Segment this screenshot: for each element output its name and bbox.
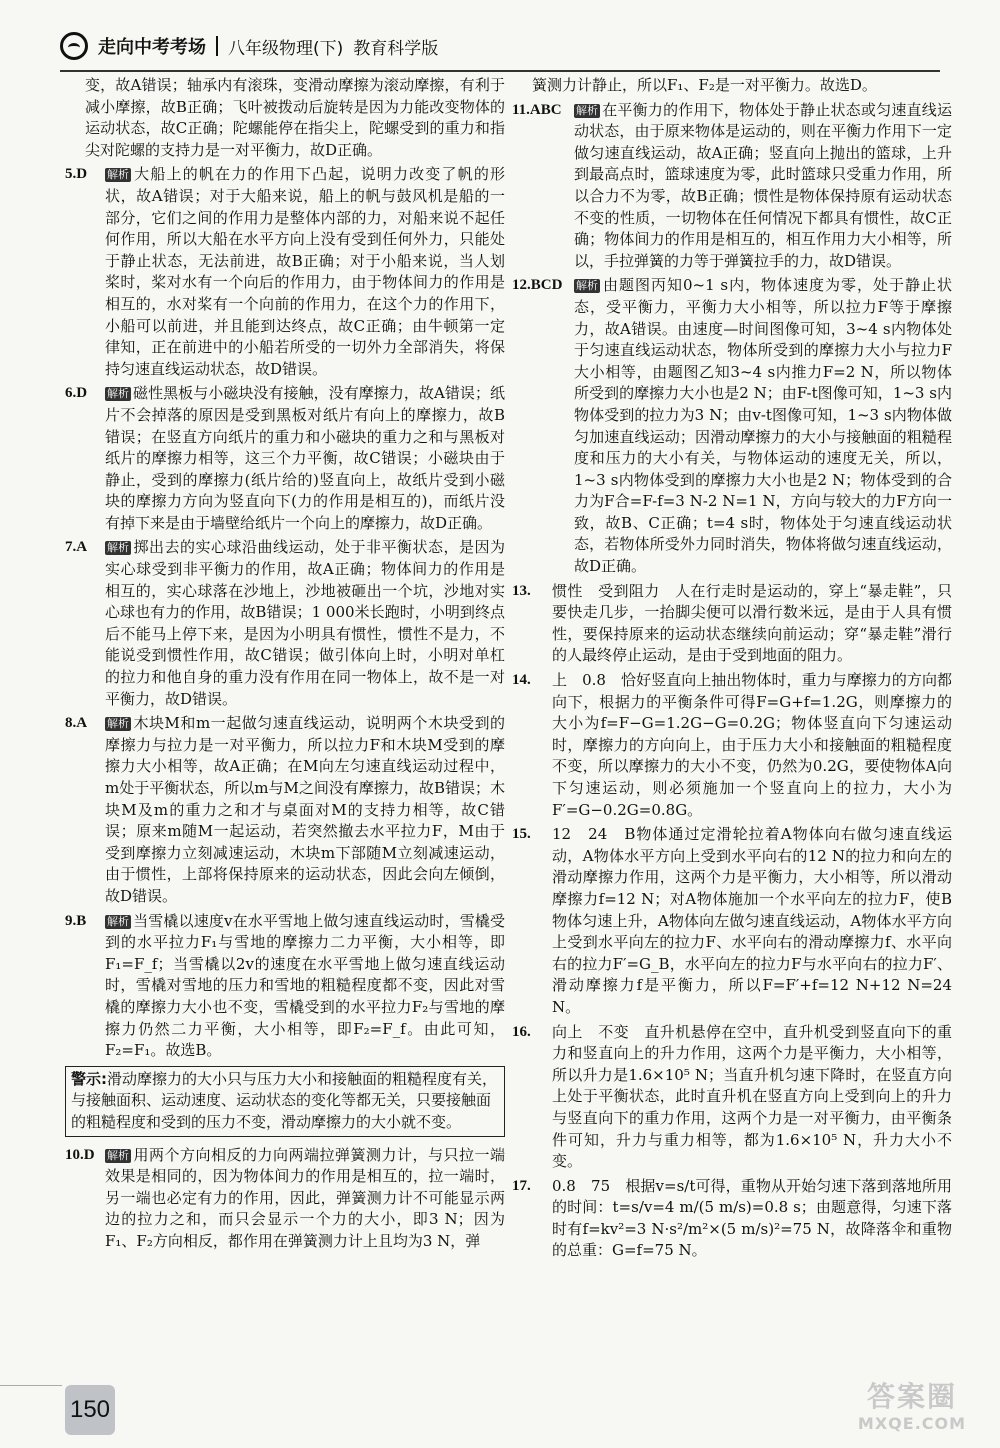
answer-text: 向上 不变 直升机悬停在空中，直升机受到竖直向下的重力和竖直向上的升力作用，这两个力是平衡力，大小相等，所以升力是1.6×10⁵ N；当直升机匀速下降时，在竖直方向上处于平衡状态，此时直升机在竖直方向上受到向上的升力与竖直向下的重力作用，这两个力是一对平衡力，由平衡条件可知，升力与重力相等，都为1.6×10⁵ N，升力大小不变。 — [552, 1022, 952, 1171]
answer-number: 17. — [512, 1177, 531, 1194]
answer-item — [65, 75, 505, 161]
watermark-bottom: MXQE.COM — [857, 1414, 967, 1433]
answer-text: 惯性 受到阻力 人在行走时是运动的，穿上“暴走鞋”，只要快走几步，一抬脚尖便可以滑行数米远，是由于人具有惯性，要保持原来的运动状态继续向前运动；穿“暴走鞋”滑行的人最终停止运动，是由于受到地面的阻力。 — [552, 581, 952, 665]
answer-number: 8.A — [65, 715, 88, 732]
analysis-tag: 解析 — [107, 387, 129, 401]
warning-text: 滑动摩擦力的大小只与压力大小和接触面的粗糙程度有关，与接触面积、运动速度、运动状态的变化等都无关，只要接触面的粗糙程度和受到的压力不变，滑动摩擦力的大小就不变。 — [71, 1069, 498, 1131]
answer-text: 由题图丙知0~1 s内，物体速度为零，处于静止状态，受平衡力，平衡力大小相等，所以拉力F等于摩擦力，故A错误。由速度—时间图像可知，3~4 s内物体处于匀速直线运动状态，物体所受到的摩擦力大小与拉力F大小相等，由题图乙知3~4 s内推力F=2 N，所以物体所受到的摩擦力大小也是2 N；由F-t图像可知，1~3 s内物体受到的拉力为3 N；由v-t图像可知，1~3 s内物体做匀加速直线运动；因滑动摩擦力的大小与接触面的粗糙程度和压力的大小有关，与物体运动的速度无关，所以，1~3 s内物体受到的摩擦力大小也是2 N；物体受到的合力为F合=F-f=3 N-2 N=1 N，方向与较大的力F方向一致，故B、C正确；t=4 s时，物体处于匀速直线运动状态，若物体所受外力同时消失，物体将做匀速直线运动，故D正确。 — [574, 276, 952, 576]
answer-number: 13. — [512, 582, 531, 599]
answer-item — [65, 911, 505, 1062]
answer-number: 9.B — [65, 912, 87, 929]
answer-item — [65, 164, 505, 380]
header-divider — [216, 36, 218, 56]
answer-text: 木块M和m一起做匀速直线运动，说明两个木块受到的摩擦力与拉力是一对平衡力，所以拉力F和木块M受到的摩擦力大小相等，故A正确；在M向左匀速直线运动过程中，m处于平衡状态，所以m与M之间没有摩擦力，故B错误；木块M及m的重力之和才与桌面对M的支持力相等，故C错误；原来m随M一起运动，若突然撤去水平拉力F，M由于受到摩擦力立刻减速运动，木块m下部随M立刻减速运动，由于惯性，上部将保持原来的运动状态，因此会向左倾倒，故D错误。 — [105, 714, 505, 905]
answer-item — [65, 537, 505, 710]
analysis-tag: 解析 — [576, 279, 598, 293]
answer-text: 用两个方向相反的力向两端拉弹簧测力计，与只拉一端效果是相同的，因为物体间力的作用是相互的，拉一端时，另一端也必定有力的作用，因此，弹簧测力计不可能显示两边的拉力之和，而只会显示一个力的大小，即3 N；因为F₁、F₂方向相反，都作用在弹簧测力计上且均为3 N，弹 — [105, 1145, 505, 1250]
answer-text: 变，故A错误；轴承内有滚珠，变滑动摩擦为滚动摩擦，有利于减小摩擦，故B正确；飞叶被拨动后旋转是因为力能改变物体的运动状态，故C正确；陀螺能停在指尖上，陀螺受到的重力和指尖对陀螺的支持力是一对平衡力，故D正确。 — [85, 76, 505, 159]
answer-item — [512, 100, 952, 273]
answer-item — [512, 275, 952, 577]
answer-text: 磁性黑板与小磁块没有接触，没有摩擦力，故A错误；纸片不会掉落的原因是受到黑板对纸片有向上的摩擦力，故B错误；在竖直方向纸片的重力和小磁块的重力之和与黑板对纸片的摩擦力相等，这三个力平衡，故C错误；小磁块由于静止，受到的摩擦力(纸片给的)竖直向上，故纸片受到小磁块的摩擦力方向为竖直向下(力的作用是相互的)，而纸片没有掉下来是由于墙壁给纸片一个向上的摩擦力，故D正确。 — [105, 384, 505, 532]
footer-rule — [0, 1385, 62, 1386]
left-column — [65, 75, 505, 1255]
subject-title: 八年级物理(下) — [228, 38, 344, 59]
answer-number: 6.D — [65, 385, 88, 402]
brand-title: 走向中考考场 — [98, 37, 206, 58]
answer-number: 16. — [512, 1023, 531, 1040]
edition-label: 教育科学版 — [353, 38, 439, 59]
analysis-tag: 解析 — [107, 541, 129, 555]
watermark-top: 答案圈 — [866, 1380, 957, 1413]
answer-number: 11.ABC — [512, 101, 562, 118]
answer-item — [512, 1176, 952, 1262]
analysis-tag: 解析 — [107, 1148, 129, 1162]
warning-note — [65, 1066, 505, 1137]
answer-item — [512, 581, 952, 667]
analysis-tag: 解析 — [107, 914, 129, 928]
analysis-tag: 解析 — [576, 103, 598, 117]
answer-number: 5.D — [65, 166, 88, 183]
answer-item — [512, 824, 952, 1018]
answer-text: 簧测力计静止，所以F₁、F₂是一对平衡力。故选D。 — [532, 76, 877, 94]
page-header — [60, 22, 940, 72]
answer-item — [65, 1145, 505, 1253]
analysis-tag: 解析 — [107, 717, 129, 731]
warning-label: 警示: — [71, 1069, 107, 1088]
answer-text: 大船上的帆在力的作用下凸起，说明力改变了帆的形状，故A错误；对于大船来说，船上的帆与鼓风机是船的一部分，它们之间的作用力是整体内部的力，对船来说不起任何作用，所以大船在水平方向上没有受到任何外力，只能处于静止状态，无法前进，故B正确；对于小船来说，当人划桨时，桨对水有一个向后的作用力，由于物体间力的作用是相互的，水对桨有一个向前的作用力，在这个力的作用下，小船可以前进，并且能到达终点，故C正确；由牛顿第一定律知，正在前进中的小船若所受的一切外力全部消失，将保持匀速直线运动状态，故D错误。 — [105, 165, 505, 378]
answer-item — [65, 383, 505, 534]
answer-text: 掷出去的实心球沿曲线运动，处于非平衡状态，是因为实心球受到非平衡力的作用，故A正确；物体间力的作用是相互的，实心球落在沙地上，沙地被砸出一个坑，沙地对实心球也有力的作用，故B错误；1 000米长跑时，小明到终点后不能马上停下来，是因为小明具有惯性，惯性不是力，不能说受到惯性作用，故C错误；做引体向上时，小明对单杠的拉力和他自身的重力没有作用在同一物体上，故不是一对平衡力，故D错误。 — [105, 538, 505, 708]
answer-text: 12 24 B物体通过定滑轮拉着A物体向右做匀速直线运动，A物体水平方向上受到水平向右的12 N的拉力和向左的滑动摩擦力作用，这两个力是平衡力，大小相等，所以滑动摩擦力f=12 N；对A物体施加一个水平向左的拉力F，使B物体匀速上升，A物体向左做匀速直线运动，A物体水平方向上受到水平向左的拉力F、水平向右的滑动摩擦力f、水平向右的拉力F′=G_B，水平向左的拉力F与水平向右的拉力F′、滑动摩擦力f是平衡力，所以F=F′+f=12 N+12 N=24 N。 — [552, 825, 952, 1016]
right-column — [512, 75, 952, 1265]
answer-number: 12.BCD — [512, 277, 563, 294]
answer-text: 上 0.8 恰好竖直向上抽出物体时，重力与摩擦力的方向都向下，根据力的平衡条件可得F=G+f=1.2G，则摩擦力的大小为f=F−G=1.2G−G=0.2G；物体竖直向下匀速运动时，摩擦力的方向向上，由于压力大小和接触面的粗糙程度不变，所以摩擦力的大小不变，仍然为0.2G，要使物体A向下匀速运动，则必须施加一个竖直向上的拉力，大小为F′=G−0.2G=0.8G。 — [552, 671, 952, 819]
brand-logo-icon — [60, 32, 88, 60]
answer-number: 14. — [512, 672, 531, 689]
answer-number: 15. — [512, 826, 531, 843]
watermark-logo — [832, 1380, 992, 1442]
answer-item — [512, 1022, 952, 1173]
answer-text: 0.8 75 根据v=s/t可得，重物从开始匀速下落到落地所用的时间：t=s/v=4 m/(5 m/s)=0.8 s；由题意得，匀速下落时有f=kv²=3 N·s²/m²×(5 m/s)²=75 N，故降落伞和重物的总重：G=f=75 N。 — [552, 1176, 952, 1260]
answer-text: 在平衡力的作用下，物体处于静止状态或匀速直线运动状态，由于原来物体是运动的，则在平衡力作用下一定做匀速直线运动，故A正确；竖直向上抛出的篮球，上升到最高点时，篮球速度为零，此时篮球只受重力作用，所以合力不为零，故B正确；惯性是物体保持原有运动状态不变的性质，一切物体在任何情况下都具有惯性，故C正确；物体间力的作用是相互的，相互作用力大小相等，所以，手拉弹簧的力等于弹簧拉手的力，故D错误。 — [574, 100, 952, 270]
answer-number: 7.A — [65, 539, 88, 556]
answer-item — [512, 670, 952, 821]
analysis-tag: 解析 — [107, 168, 129, 182]
answer-item — [512, 75, 952, 97]
answer-text: 当雪橇以速度v在水平雪地上做匀速直线运动时，雪橇受到的水平拉力F₁与雪地的摩擦力二力平衡，大小相等，即F₁=F_f；当雪橇以2v的速度在水平雪地上做匀速直线运动时，雪橇对雪地的压力和雪地的粗糙程度都不变，因此对雪橇的摩擦力大小也不变，雪橇受到的水平拉力F₂与雪地的摩擦力仍然二力平衡，大小相等，即F₂=F_f。由此可知，F₂=F₁。故选B。 — [105, 911, 505, 1060]
page-number: 150 — [65, 1385, 115, 1435]
answer-number: 10.D — [65, 1146, 95, 1163]
answer-item — [65, 713, 505, 907]
